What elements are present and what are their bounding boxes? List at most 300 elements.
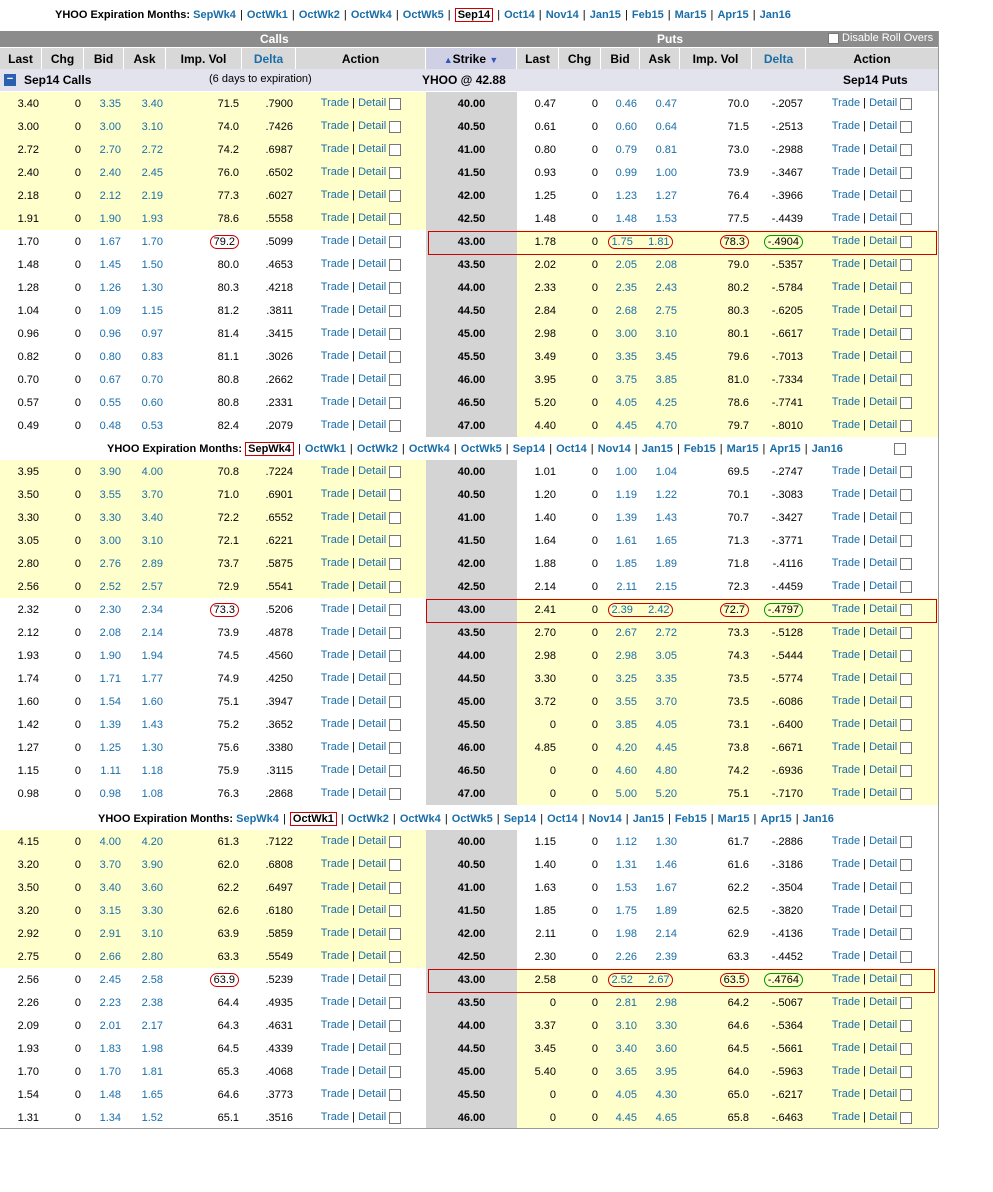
detail-link[interactable]: Detail [869,143,898,156]
row-checkbox[interactable] [389,581,401,593]
row-checkbox[interactable] [900,882,912,894]
trade-link[interactable]: Trade [320,764,350,777]
month-link-octwk4[interactable]: OctWk4 [350,9,392,21]
trade-link[interactable]: Trade [320,649,350,662]
trade-link[interactable]: Trade [831,835,861,848]
month-link-sepwk4[interactable]: SepWk4 [236,813,279,825]
col-put-delta[interactable]: Delta [752,48,806,70]
trade-link[interactable]: Trade [831,1088,861,1101]
detail-link[interactable]: Detail [869,996,898,1009]
detail-link[interactable]: Detail [869,120,898,133]
row-checkbox[interactable] [389,374,401,386]
row-checkbox[interactable] [389,951,401,963]
month-link-jan16[interactable]: Jan16 [802,813,834,825]
trade-link[interactable]: Trade [831,672,861,685]
trade-link[interactable]: Trade [831,465,861,478]
trade-link[interactable]: Trade [831,166,861,179]
month-link-mar15[interactable]: Mar15 [674,9,707,21]
trade-link[interactable]: Trade [831,557,861,570]
row-checkbox[interactable] [389,236,401,248]
detail-link[interactable]: Detail [869,373,898,386]
row-checkbox[interactable] [389,489,401,501]
month-link-octwk1[interactable]: OctWk1 [290,812,337,826]
row-checkbox[interactable] [389,420,401,432]
row-checkbox[interactable] [900,765,912,777]
row-checkbox[interactable] [389,535,401,547]
month-link-nov14[interactable]: Nov14 [597,443,631,455]
row-checkbox[interactable] [900,1043,912,1055]
detail-link[interactable]: Detail [869,741,898,754]
col-ask[interactable]: Ask [124,48,166,70]
row-checkbox[interactable] [900,788,912,800]
row-checkbox[interactable] [389,121,401,133]
row-checkbox[interactable] [900,859,912,871]
row-checkbox[interactable] [389,397,401,409]
detail-link[interactable]: Detail [869,764,898,777]
trade-link[interactable]: Trade [320,166,350,179]
row-checkbox[interactable] [900,581,912,593]
month-link-octwk2[interactable]: OctWk2 [356,443,398,455]
trade-link[interactable]: Trade [320,695,350,708]
row-checkbox[interactable] [900,420,912,432]
detail-link[interactable]: Detail [869,787,898,800]
row-checkbox[interactable] [900,328,912,340]
row-checkbox[interactable] [900,742,912,754]
trade-link[interactable]: Trade [320,603,350,616]
trade-link[interactable]: Trade [320,488,350,501]
row-checkbox[interactable] [900,558,912,570]
trade-link[interactable]: Trade [831,373,861,386]
detail-link[interactable]: Detail [358,120,387,133]
trade-link[interactable]: Trade [831,511,861,524]
detail-link[interactable]: Detail [869,189,898,202]
month-link-feb15[interactable]: Feb15 [683,443,716,455]
trade-link[interactable]: Trade [831,281,861,294]
row-checkbox[interactable] [900,1112,912,1124]
month-link-sep14[interactable]: Sep14 [455,8,493,22]
detail-link[interactable]: Detail [358,1065,387,1078]
detail-link[interactable]: Detail [869,235,898,248]
month-link-nov14[interactable]: Nov14 [588,813,622,825]
trade-link[interactable]: Trade [831,189,861,202]
detail-link[interactable]: Detail [358,166,387,179]
trade-link[interactable]: Trade [320,927,350,940]
trade-link[interactable]: Trade [831,973,861,986]
row-checkbox[interactable] [389,282,401,294]
trade-link[interactable]: Trade [831,120,861,133]
disable-roll-checkbox[interactable] [828,33,839,44]
row-checkbox[interactable] [900,650,912,662]
row-checkbox[interactable] [900,351,912,363]
detail-link[interactable]: Detail [358,973,387,986]
trade-link[interactable]: Trade [831,996,861,1009]
month-link-apr15[interactable]: Apr15 [769,443,801,455]
detail-link[interactable]: Detail [869,534,898,547]
detail-link[interactable]: Detail [358,419,387,432]
row-checkbox[interactable] [389,650,401,662]
row-checkbox[interactable] [900,1020,912,1032]
trade-link[interactable]: Trade [831,927,861,940]
detail-link[interactable]: Detail [358,1042,387,1055]
month-link-jan15[interactable]: Jan15 [589,9,621,21]
detail-link[interactable]: Detail [869,212,898,225]
trade-link[interactable]: Trade [320,626,350,639]
trade-link[interactable]: Trade [320,373,350,386]
detail-link[interactable]: Detail [869,927,898,940]
row-checkbox[interactable] [389,765,401,777]
month-link-oct14[interactable]: Oct14 [504,9,535,21]
detail-link[interactable]: Detail [358,465,387,478]
row-checkbox[interactable] [900,121,912,133]
trade-link[interactable]: Trade [320,465,350,478]
row-checkbox[interactable] [900,997,912,1009]
row-checkbox[interactable] [389,328,401,340]
detail-link[interactable]: Detail [869,1042,898,1055]
trade-link[interactable]: Trade [831,718,861,731]
trade-link[interactable]: Trade [320,1088,350,1101]
row-checkbox[interactable] [900,374,912,386]
trade-link[interactable]: Trade [831,534,861,547]
detail-link[interactable]: Detail [869,904,898,917]
month-link-feb15[interactable]: Feb15 [631,9,664,21]
detail-link[interactable]: Detail [869,1019,898,1032]
detail-link[interactable]: Detail [358,557,387,570]
trade-link[interactable]: Trade [831,488,861,501]
collapse-icon[interactable]: − [4,74,16,86]
month-link-octwk1[interactable]: OctWk1 [246,9,288,21]
trade-link[interactable]: Trade [831,695,861,708]
month-link-jan15[interactable]: Jan15 [641,443,673,455]
trade-link[interactable]: Trade [320,212,350,225]
detail-link[interactable]: Detail [358,189,387,202]
detail-link[interactable]: Detail [869,672,898,685]
trade-link[interactable]: Trade [831,419,861,432]
detail-link[interactable]: Detail [869,465,898,478]
detail-link[interactable]: Detail [869,626,898,639]
month-link-oct14[interactable]: Oct14 [547,813,578,825]
detail-link[interactable]: Detail [358,835,387,848]
trade-link[interactable]: Trade [320,350,350,363]
month-link-octwk4[interactable]: OctWk4 [399,813,441,825]
trade-link[interactable]: Trade [831,950,861,963]
row-checkbox[interactable] [900,167,912,179]
month-link-sep14[interactable]: Sep14 [503,813,537,825]
month-link-jan16[interactable]: Jan16 [759,9,791,21]
month-link-apr15[interactable]: Apr15 [760,813,792,825]
trade-link[interactable]: Trade [831,304,861,317]
trade-link[interactable]: Trade [320,881,350,894]
row-checkbox[interactable] [900,1089,912,1101]
month-link-octwk2[interactable]: OctWk2 [298,9,340,21]
trade-link[interactable]: Trade [320,143,350,156]
detail-link[interactable]: Detail [869,580,898,593]
detail-link[interactable]: Detail [869,396,898,409]
detail-link[interactable]: Detail [869,281,898,294]
col-put-chg[interactable]: Chg [559,48,601,70]
trade-link[interactable]: Trade [831,741,861,754]
trade-link[interactable]: Trade [320,120,350,133]
row-checkbox[interactable] [900,466,912,478]
row-checkbox[interactable] [389,627,401,639]
row-checkbox[interactable] [900,213,912,225]
col-put-bid[interactable]: Bid [601,48,640,70]
month-link-oct14[interactable]: Oct14 [556,443,587,455]
detail-link[interactable]: Detail [358,950,387,963]
detail-link[interactable]: Detail [869,1065,898,1078]
col-iv[interactable]: Imp. Vol [166,48,242,70]
month-link-jan16[interactable]: Jan16 [811,443,843,455]
detail-link[interactable]: Detail [358,626,387,639]
row-checkbox[interactable] [389,1043,401,1055]
detail-link[interactable]: Detail [869,718,898,731]
detail-link[interactable]: Detail [358,904,387,917]
detail-link[interactable]: Detail [358,1019,387,1032]
detail-link[interactable]: Detail [869,835,898,848]
menu-checkbox[interactable] [894,443,906,455]
trade-link[interactable]: Trade [320,327,350,340]
row-checkbox[interactable] [900,190,912,202]
trade-link[interactable]: Trade [831,235,861,248]
trade-link[interactable]: Trade [320,534,350,547]
row-checkbox[interactable] [389,788,401,800]
row-checkbox[interactable] [900,951,912,963]
trade-link[interactable]: Trade [831,1111,861,1124]
trade-link[interactable]: Trade [320,1042,350,1055]
detail-link[interactable]: Detail [358,212,387,225]
trade-link[interactable]: Trade [831,787,861,800]
row-checkbox[interactable] [900,512,912,524]
row-checkbox[interactable] [900,928,912,940]
trade-link[interactable]: Trade [320,189,350,202]
col-last[interactable]: Last [0,48,42,70]
detail-link[interactable]: Detail [358,1088,387,1101]
row-checkbox[interactable] [900,836,912,848]
col-delta[interactable]: Delta [242,48,296,70]
detail-link[interactable]: Detail [358,741,387,754]
detail-link[interactable]: Detail [869,511,898,524]
trade-link[interactable]: Trade [320,1065,350,1078]
row-checkbox[interactable] [389,604,401,616]
detail-link[interactable]: Detail [869,649,898,662]
trade-link[interactable]: Trade [320,835,350,848]
col-chg[interactable]: Chg [42,48,84,70]
trade-link[interactable]: Trade [320,672,350,685]
month-link-apr15[interactable]: Apr15 [717,9,749,21]
row-checkbox[interactable] [389,259,401,271]
detail-link[interactable]: Detail [869,695,898,708]
row-checkbox[interactable] [900,397,912,409]
trade-link[interactable]: Trade [831,327,861,340]
row-checkbox[interactable] [900,236,912,248]
detail-link[interactable]: Detail [358,396,387,409]
detail-link[interactable]: Detail [869,858,898,871]
col-put-ask[interactable]: Ask [640,48,680,70]
trade-link[interactable]: Trade [320,950,350,963]
detail-link[interactable]: Detail [358,580,387,593]
month-link-sepwk4[interactable]: SepWk4 [245,442,294,456]
detail-link[interactable]: Detail [869,973,898,986]
trade-link[interactable]: Trade [320,973,350,986]
row-checkbox[interactable] [389,98,401,110]
row-checkbox[interactable] [389,742,401,754]
row-checkbox[interactable] [389,190,401,202]
detail-link[interactable]: Detail [358,258,387,271]
trade-link[interactable]: Trade [320,1019,350,1032]
month-link-jan15[interactable]: Jan15 [632,813,664,825]
detail-link[interactable]: Detail [358,881,387,894]
detail-link[interactable]: Detail [358,511,387,524]
detail-link[interactable]: Detail [358,304,387,317]
row-checkbox[interactable] [389,1089,401,1101]
trade-link[interactable]: Trade [831,143,861,156]
month-link-sep14[interactable]: Sep14 [512,443,546,455]
detail-link[interactable]: Detail [358,1111,387,1124]
detail-link[interactable]: Detail [358,488,387,501]
trade-link[interactable]: Trade [831,1019,861,1032]
month-link-octwk1[interactable]: OctWk1 [304,443,346,455]
detail-link[interactable]: Detail [869,166,898,179]
month-link-nov14[interactable]: Nov14 [545,9,579,21]
trade-link[interactable]: Trade [320,787,350,800]
row-checkbox[interactable] [900,98,912,110]
row-checkbox[interactable] [900,905,912,917]
trade-link[interactable]: Trade [320,996,350,1009]
detail-link[interactable]: Detail [869,603,898,616]
trade-link[interactable]: Trade [831,396,861,409]
row-checkbox[interactable] [389,305,401,317]
detail-link[interactable]: Detail [869,350,898,363]
detail-link[interactable]: Detail [869,488,898,501]
trade-link[interactable]: Trade [831,580,861,593]
row-checkbox[interactable] [389,836,401,848]
row-checkbox[interactable] [900,719,912,731]
row-checkbox[interactable] [389,905,401,917]
trade-link[interactable]: Trade [831,649,861,662]
detail-link[interactable]: Detail [358,695,387,708]
month-link-octwk5[interactable]: OctWk5 [451,813,493,825]
month-link-octwk2[interactable]: OctWk2 [347,813,389,825]
trade-link[interactable]: Trade [320,1111,350,1124]
row-checkbox[interactable] [900,974,912,986]
detail-link[interactable]: Detail [358,672,387,685]
trade-link[interactable]: Trade [320,741,350,754]
trade-link[interactable]: Trade [831,603,861,616]
trade-link[interactable]: Trade [831,1042,861,1055]
row-checkbox[interactable] [389,1066,401,1078]
trade-link[interactable]: Trade [320,858,350,871]
detail-link[interactable]: Detail [358,235,387,248]
trade-link[interactable]: Trade [320,281,350,294]
detail-link[interactable]: Detail [869,881,898,894]
detail-link[interactable]: Detail [869,304,898,317]
col-put-iv[interactable]: Imp. Vol [680,48,752,70]
detail-link[interactable]: Detail [358,858,387,871]
row-checkbox[interactable] [900,535,912,547]
detail-link[interactable]: Detail [869,1088,898,1101]
detail-link[interactable]: Detail [358,927,387,940]
month-link-octwk4[interactable]: OctWk4 [408,443,450,455]
detail-link[interactable]: Detail [358,787,387,800]
trade-link[interactable]: Trade [831,764,861,777]
row-checkbox[interactable] [900,305,912,317]
row-checkbox[interactable] [389,696,401,708]
row-checkbox[interactable] [900,696,912,708]
row-checkbox[interactable] [389,859,401,871]
row-checkbox[interactable] [389,466,401,478]
trade-link[interactable]: Trade [831,1065,861,1078]
row-checkbox[interactable] [389,512,401,524]
row-checkbox[interactable] [389,974,401,986]
month-link-feb15[interactable]: Feb15 [674,813,707,825]
trade-link[interactable]: Trade [320,235,350,248]
row-checkbox[interactable] [389,213,401,225]
month-link-mar15[interactable]: Mar15 [717,813,750,825]
detail-link[interactable]: Detail [358,718,387,731]
row-checkbox[interactable] [900,259,912,271]
trade-link[interactable]: Trade [320,557,350,570]
trade-link[interactable]: Trade [831,258,861,271]
row-checkbox[interactable] [389,719,401,731]
row-checkbox[interactable] [900,1066,912,1078]
trade-link[interactable]: Trade [320,258,350,271]
detail-link[interactable]: Detail [869,419,898,432]
col-strike[interactable]: ▲Strike ▼ [426,48,517,70]
trade-link[interactable]: Trade [320,97,350,110]
trade-link[interactable]: Trade [831,881,861,894]
trade-link[interactable]: Trade [320,396,350,409]
detail-link[interactable]: Detail [358,350,387,363]
row-checkbox[interactable] [900,144,912,156]
detail-link[interactable]: Detail [358,97,387,110]
row-checkbox[interactable] [389,351,401,363]
trade-link[interactable]: Trade [831,350,861,363]
trade-link[interactable]: Trade [320,580,350,593]
detail-link[interactable]: Detail [869,97,898,110]
col-put-last[interactable]: Last [517,48,559,70]
detail-link[interactable]: Detail [358,143,387,156]
detail-link[interactable]: Detail [869,557,898,570]
detail-link[interactable]: Detail [869,327,898,340]
trade-link[interactable]: Trade [320,304,350,317]
trade-link[interactable]: Trade [831,904,861,917]
row-checkbox[interactable] [389,1112,401,1124]
row-checkbox[interactable] [900,489,912,501]
detail-link[interactable]: Detail [358,649,387,662]
month-link-octwk5[interactable]: OctWk5 [402,9,444,21]
detail-link[interactable]: Detail [358,373,387,386]
month-link-octwk5[interactable]: OctWk5 [460,443,502,455]
detail-link[interactable]: Detail [869,258,898,271]
trade-link[interactable]: Trade [831,858,861,871]
detail-link[interactable]: Detail [358,281,387,294]
row-checkbox[interactable] [900,604,912,616]
row-checkbox[interactable] [389,673,401,685]
trade-link[interactable]: Trade [320,718,350,731]
row-checkbox[interactable] [389,558,401,570]
row-checkbox[interactable] [389,144,401,156]
row-checkbox[interactable] [900,282,912,294]
detail-link[interactable]: Detail [358,764,387,777]
disable-roll-overs[interactable]: Disable Roll Overs [828,32,933,44]
row-checkbox[interactable] [389,997,401,1009]
trade-link[interactable]: Trade [320,511,350,524]
row-checkbox[interactable] [900,627,912,639]
detail-link[interactable]: Detail [869,1111,898,1124]
trade-link[interactable]: Trade [831,212,861,225]
detail-link[interactable]: Detail [869,950,898,963]
row-checkbox[interactable] [900,673,912,685]
detail-link[interactable]: Detail [358,534,387,547]
